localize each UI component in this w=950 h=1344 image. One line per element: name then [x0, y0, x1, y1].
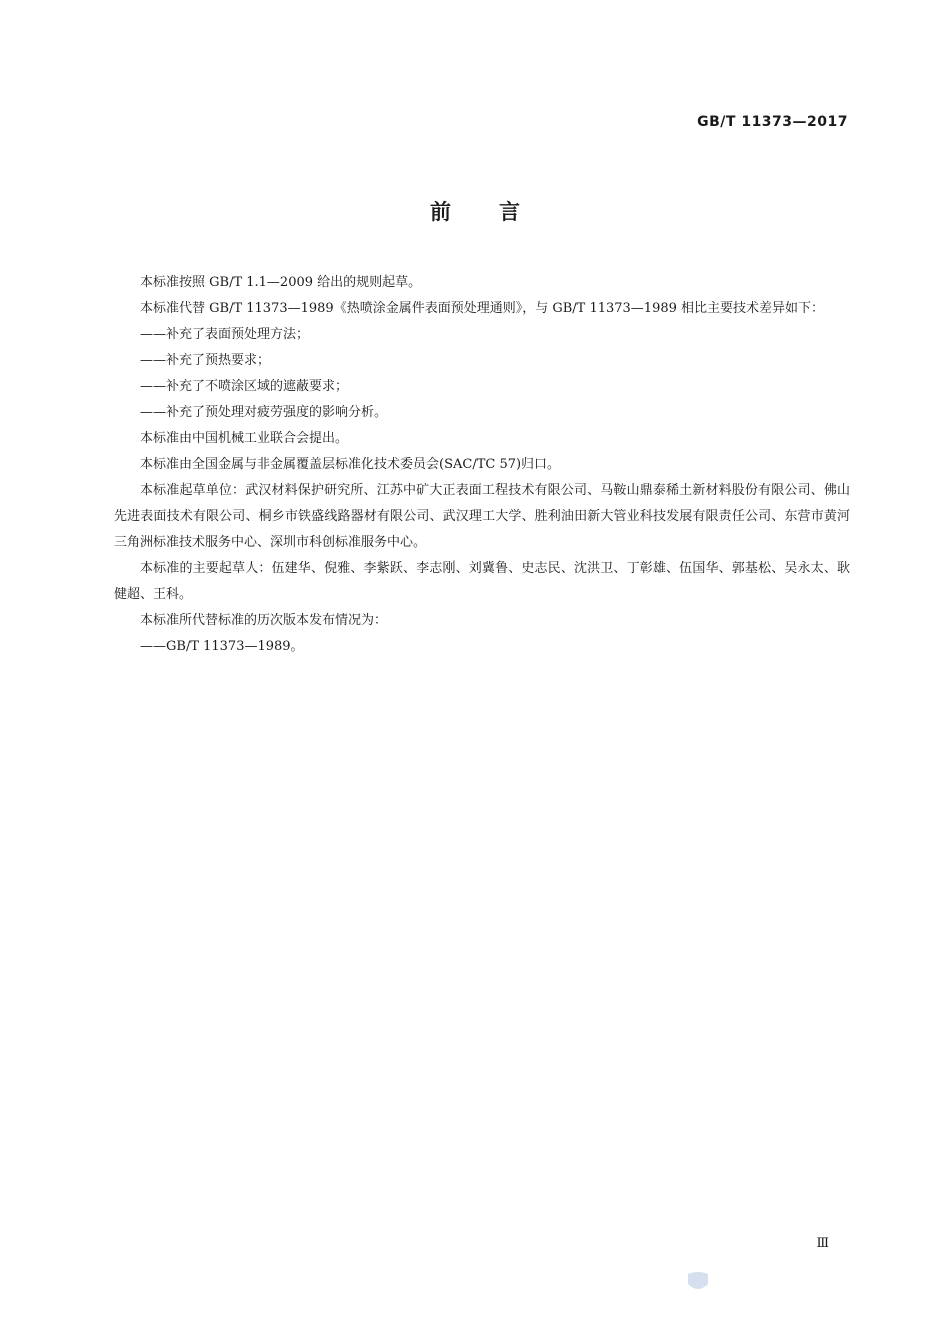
list-item: ——补充了表面预处理方法；: [140, 327, 310, 342]
paragraph: 本标准由中国机械工业联合会提出。: [140, 431, 349, 446]
paragraph: 本标准的主要起草人：伍建华、倪雅、李紫跃、李志刚、刘冀鲁、史志民、沈洪卫、丁彰雄、伍国华、郭基松、吴永太、耿健超、王科。: [114, 561, 850, 602]
sac-logo-icon: [684, 1270, 712, 1294]
list-item: ——补充了预处理对疲劳强度的影响分析。: [140, 405, 388, 420]
paragraph: 本标准代替 GB/T 11373—1989《热喷涂金属件表面预处理通则》，与 GB/T 11373—1989 相比主要技术差异如下：: [140, 301, 825, 316]
list-item: ——补充了预热要求；: [140, 353, 271, 368]
page-title: 前言: [430, 200, 568, 224]
list-item: ——GB/T 11373—1989。: [140, 639, 304, 654]
paragraph: 本标准按照 GB/T 1.1—2009 给出的规则起草。: [140, 275, 422, 290]
paragraph: 本标准由全国金属与非金属覆盖层标准化技术委员会(SAC/TC 57)归口。: [140, 457, 561, 472]
standard-code: GB/T 11373—2017: [697, 114, 848, 130]
paragraph: 本标准起草单位：武汉材料保护研究所、江苏中矿大正表面工程技术有限公司、马鞍山鼎泰稀土新材料股份有限公司、佛山先进表面技术有限公司、桐乡市铁盛线路器材有限公司、武汉理工大学、胜利油田新大管业科技发展有限责任公司、东营市黄河三角洲标准技术服务中心、深圳市科创标准服务中心。: [114, 483, 850, 550]
list-item: ——补充了不喷涂区域的遮蔽要求；: [140, 379, 349, 394]
page-number: Ⅲ: [816, 1236, 829, 1251]
foreword-body: [114, 270, 850, 660]
paragraph: 本标准所代替标准的历次版本发布情况为：: [140, 613, 388, 628]
